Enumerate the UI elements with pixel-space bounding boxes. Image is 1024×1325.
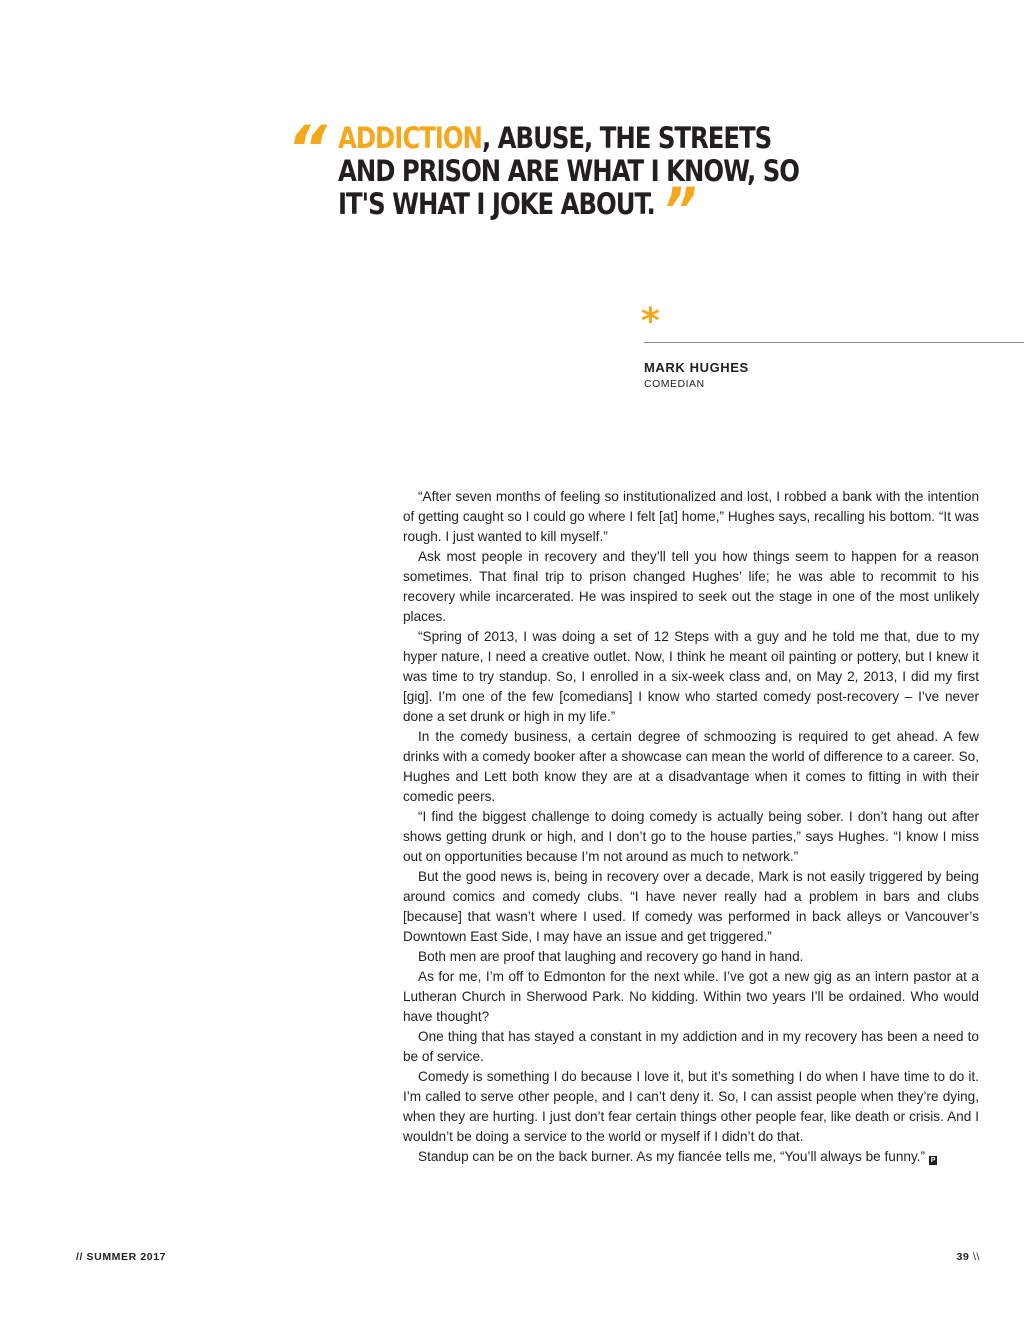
pull-quote-highlight: ADDICTION	[338, 121, 482, 155]
article-paragraph: Standup can be on the back burner. As my fiancée tells me, “You’ll always be funny.” P	[418, 1149, 936, 1164]
article-paragraph: Both men are proof that laughing and recovery go hand in hand.	[418, 949, 804, 964]
close-quote-mark: ”	[663, 174, 694, 247]
asterisk-ornament: *	[641, 301, 660, 342]
pull-quote-line-2: AND PRISON ARE WHAT I KNOW, SO	[338, 154, 799, 188]
pull-quote-line-1	[338, 121, 772, 155]
article-paragraph: One thing that has stayed a constant in my addiction and in my recovery has been a need to be of service.	[403, 1029, 979, 1064]
page-number: 39	[956, 1251, 970, 1263]
footer-issue: // SUMMER 2017	[76, 1251, 167, 1263]
article-paragraph: “I find the biggest challenge to doing comedy is actually being sober. I don’t hang out after shows getting drunk or high, and I don’t go to the house parties,” says Hughes. “I know I miss out on opportunities because I’m not around as much to network.”	[403, 809, 979, 864]
byline-role: COMEDIAN	[644, 378, 705, 390]
article-paragraph: “After seven months of feeling so institutionalized and lost, I robbed a bank with the intention of getting caught so I could go where I felt [at] home,” Hughes says, recalling his bottom. “It was rough. I just wanted to kill myself.”	[403, 489, 979, 544]
pull-quote-text	[338, 121, 799, 247]
byline-name: MARK HUGHES	[644, 360, 749, 375]
byline-divider	[644, 342, 1024, 343]
pull-quote-line-1-rest: , ABUSE, THE STREETS	[481, 121, 772, 155]
article-paragraph: In the comedy business, a certain degree of schmoozing is required to get ahead. A few drinks with a comedy booker after a showcase can mean the world of difference to a career. So, Hughes and Lett both know they are at a disadvantage when it comes to fitting in with their comedic peers.	[403, 729, 979, 804]
article-paragraph: “Spring of 2013, I was doing a set of 12 Steps with a guy and he told me that, due to my hyper nature, I need a creative outlet. Now, I think he meant oil painting or pottery, but I knew it was time to try standup. So, I enrolled in a six-week class and, on May 2, 2013, I did my first [gig]. I’m one of the few [comedians] I know who started comedy post-recovery – I’ve never done a set drunk or high in my life.”	[403, 629, 979, 724]
open-quote-mark: “	[287, 112, 323, 185]
article-paragraph: But the good news is, being in recovery over a decade, Mark is not easily triggered by being around comics and comedy clubs. “I have never really had a problem in bars and clubs [because] that wasn’t where I used. If comedy was performed in back alleys or Vancouver’s Downtown East Side, I may have an issue and get triggered.”	[403, 869, 979, 944]
article-paragraph: Ask most people in recovery and they’ll tell you how things seem to happen for a reason sometimes. That final trip to prison changed Hughes’ life; he was able to recommit to his recovery while incarcerated. He was inspired to seek out the stage in one of the most unlikely places.	[403, 549, 979, 624]
article-body	[403, 487, 979, 1167]
article-paragraph: As for me, I’m off to Edmonton for the next while. I’ve got a new gig as an intern pastor at a Lutheran Church in Sherwood Park. No kidding. Within two years I’ll be ordained. Who would have thought?	[403, 969, 979, 1024]
page-number-suffix: \\	[969, 1251, 980, 1263]
end-of-article-icon: P	[930, 1157, 936, 1164]
pull-quote-line-3-text: IT'S WHAT I JOKE ABOUT.	[338, 187, 655, 221]
pull-quote-line-3	[338, 174, 694, 247]
footer-page	[957, 1251, 980, 1263]
article-paragraph: Comedy is something I do because I love it, but it’s something I do when I have time to do it. I’m called to serve other people, and I can’t deny it. So, I can assist people when they’re dying, when they are hurting. I just don’t fear certain things other people fear, like death or crisis. And I wouldn’t be doing a service to the world or myself if I didn’t do that.	[403, 1069, 979, 1144]
